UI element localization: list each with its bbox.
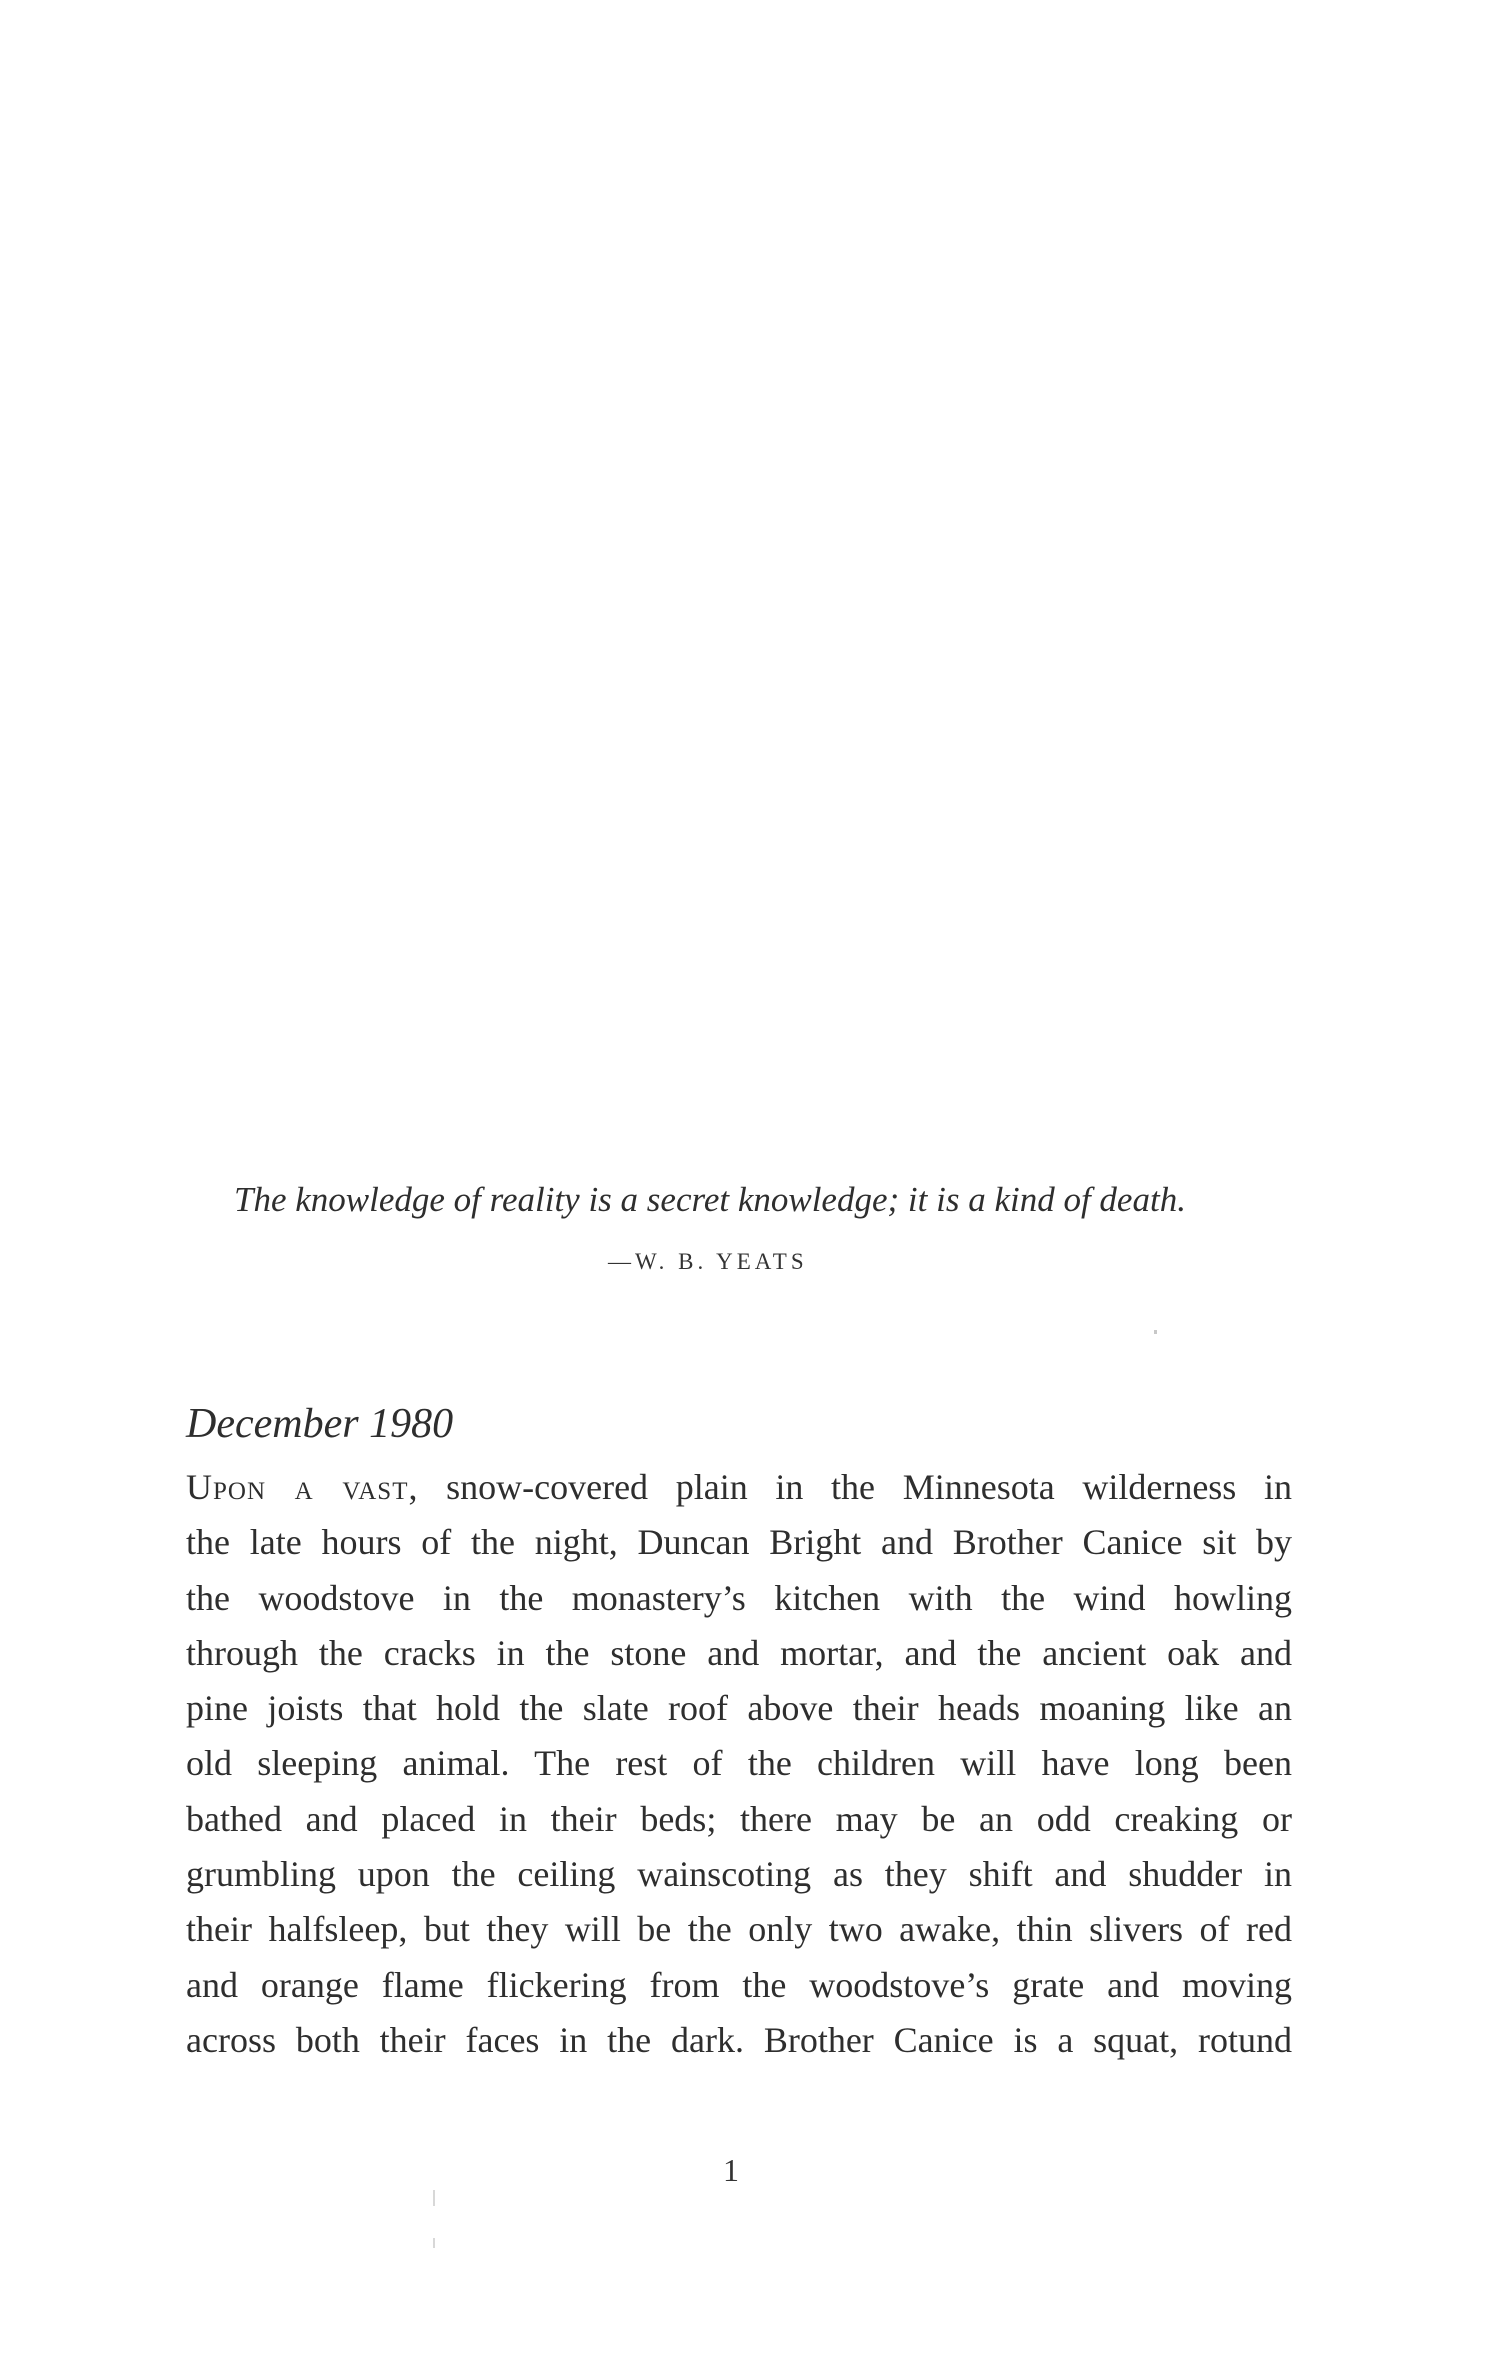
text-line: across both their faces in the dark. Brother Canice is a squat, rotund: [186, 2019, 1292, 2060]
text-line: the late hours of the night, Duncan Bright and Brother Canice sit by: [186, 1522, 1292, 1563]
scan-artifact: [1154, 1330, 1157, 1334]
epigraph-quote: The knowledge of reality is a secret knowledge; it is a kind of death.: [234, 1180, 1186, 1219]
chapter-date-heading: December 1980: [186, 1401, 454, 1447]
text-line: through the cracks in the stone and mortar, and the ancient oak and: [186, 1632, 1292, 1673]
opening-smallcaps: Upon a vast,: [186, 1467, 419, 1507]
text-line: [186, 1460, 1292, 1515]
body-text: [186, 1460, 1292, 2068]
text-line: grumbling upon the ceiling wainscoting as they shift and shudder in: [186, 1854, 1292, 1895]
text-line: old sleeping animal. The rest of the children will have long been: [186, 1743, 1292, 1784]
text-line: and orange flame flickering from the woodstove’s grate and moving: [186, 1964, 1292, 2005]
text-line-content: snow-covered plain in the Minnesota wilderness in: [418, 1467, 1292, 1507]
scan-artifact: [433, 2238, 435, 2248]
text-line: pine joists that hold the slate roof above their heads moaning like an: [186, 1688, 1292, 1729]
text-line: the woodstove in the monastery’s kitchen with the wind howling: [186, 1577, 1292, 1618]
text-line: their halfsleep, but they will be the only two awake, thin slivers of red: [186, 1909, 1292, 1950]
text-line: bathed and placed in their beds; there may be an odd creaking or: [186, 1798, 1292, 1839]
page-number: 1: [723, 2152, 739, 2188]
scan-artifact: [433, 2190, 435, 2206]
epigraph-attribution: —W. B. YEATS: [608, 1249, 808, 1274]
